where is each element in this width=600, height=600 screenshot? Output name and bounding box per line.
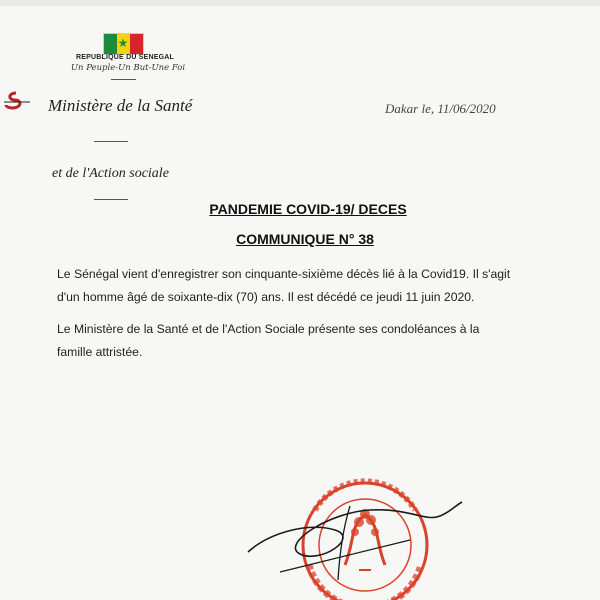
paragraph-condolences	[57, 318, 557, 364]
national-motto: Un Peuple-Un But-Une Foi	[70, 63, 186, 73]
ministry-logo-icon	[2, 90, 36, 112]
place-date: Dakar le, 11/06/2020	[385, 101, 496, 116]
document-title: PANDEMIE COVID-19/ DECES	[209, 201, 407, 217]
communique-number: COMMUNIQUE N° 38	[236, 231, 374, 247]
paragraph-line: Le Ministère de la Santé et de l'Action Sociale présente ses condoléances à la	[57, 322, 480, 336]
page-top-edge	[0, 0, 600, 6]
ministry-name: Ministère de la Santé	[48, 96, 193, 115]
star-icon: ★	[117, 36, 129, 50]
divider	[94, 141, 128, 142]
divider	[111, 79, 136, 80]
paragraph-line: famille attristée.	[57, 345, 143, 359]
paragraph-announcement	[57, 263, 557, 309]
senegal-flag-icon	[103, 33, 144, 55]
divider	[94, 199, 128, 200]
paragraph-line: Le Sénégal vient d'enregistrer son cinquante-sixième décès lié à la Covid19. Il s'agit	[57, 267, 511, 281]
signature	[240, 492, 470, 587]
paragraph-line: d'un homme âgé de soixante-dix (70) ans. Il est décédé ce jeudi 11 juin 2020.	[57, 290, 475, 304]
ministry-name-continued: et de l'Action sociale	[52, 166, 169, 181]
country-name: REPUBLIQUE DU SENEGAL	[76, 54, 174, 61]
